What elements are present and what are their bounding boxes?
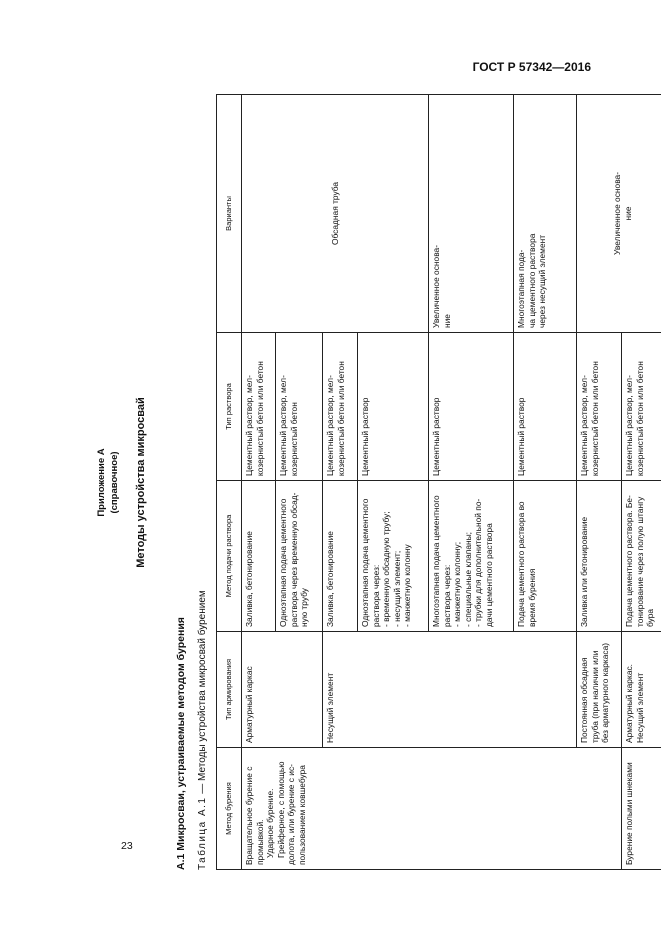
reinforcement-cell <box>622 632 661 748</box>
text-line: через несущий элемент <box>537 234 547 328</box>
mortar-type-cell <box>276 333 323 481</box>
supply-method-cell: Заливка, бетонирование <box>323 481 358 632</box>
text-line: Одноэтапная подача цементного <box>278 498 288 627</box>
table-caption-dash: — <box>197 780 208 797</box>
mortar-type-cell: Цементный раствор <box>514 333 577 481</box>
header-cell: Тип раствора <box>217 333 242 481</box>
text-line: козернистый бетон или бетон <box>335 361 346 476</box>
header-cell: Тип армирования <box>217 632 242 748</box>
text-line: дачи цементного раствора <box>483 523 494 627</box>
table-header-row <box>217 95 242 870</box>
text-line: - временную обсадную трубу; <box>381 511 391 627</box>
text-line: - манжетную колонну <box>402 544 412 627</box>
text-line: - несущий элемент; <box>391 550 402 627</box>
text-line: тонирование через полую штангу <box>634 496 645 627</box>
mortar-type-cell: Цементный раствор <box>429 333 514 481</box>
text-line: Вращательное бурение с <box>244 766 254 865</box>
reinforcement-cell: Арматурный каркас <box>242 632 323 748</box>
appendix-heading <box>95 95 121 870</box>
text-line: бура <box>645 608 655 627</box>
text-line: Грейферное, с помощью <box>275 761 286 858</box>
mortar-type-cell: Цементный раствор <box>358 333 429 481</box>
text-line: Многоэтапная подача цементного <box>431 495 441 627</box>
text-line: Ударное бурение. <box>265 788 275 858</box>
supply-method-cell <box>514 481 577 632</box>
text-line: - трубки для дополнительной по- <box>473 498 483 627</box>
variant-cell <box>429 95 514 333</box>
text-line: - манжетную колонну; <box>452 541 462 627</box>
rotated-page-content <box>95 95 655 870</box>
drilling-method-cell: Бурение полыми шнеками <box>622 748 661 870</box>
text-line: ча цементного раствора <box>526 233 537 328</box>
reinforcement-cell <box>577 632 622 748</box>
text-line: промывкой. <box>254 819 265 865</box>
text-line: долота, или бурение с ис- <box>286 764 296 865</box>
text-line: ние <box>441 314 452 328</box>
text-line: раствора через: <box>441 564 452 627</box>
text-line: Многоэтапная пода- <box>516 249 526 328</box>
reinforcement-cell: Несущий элемент <box>323 632 577 748</box>
mortar-type-cell <box>242 333 276 481</box>
drilling-method-cell <box>242 748 622 870</box>
text-line: Цементный раствор, мел- <box>244 375 254 476</box>
supply-method-cell <box>429 481 514 632</box>
document-id: ГОСТ Р 57342—2016 <box>472 60 591 74</box>
text-line: Постоянная обсадная <box>579 657 589 743</box>
supply-method-cell <box>276 481 323 632</box>
header-cell: Варианты <box>217 95 242 333</box>
mortar-type-cell <box>577 333 622 481</box>
text-line: Арматурный каркас. <box>624 664 634 743</box>
text-line: Цементный раствор, мел- <box>325 375 335 476</box>
table-caption-text: Методы устройства микросвай бурением <box>197 590 208 781</box>
header-cell: Метод подачи раствора <box>217 481 242 632</box>
text-line: козернистый бетон или бетон <box>254 361 265 476</box>
variant-cell <box>577 95 661 333</box>
supply-method-cell: Заливка, бетонирование <box>242 481 276 632</box>
text-line: Одноэтапная подача цементного <box>360 498 370 627</box>
text-line: - специальные клапаны; <box>462 532 473 627</box>
section-title: А.1 Микросваи, устраиваемые методом бурения <box>175 617 187 870</box>
text-line: Увеличенное основа- <box>431 245 441 328</box>
text-line: козернистый бетон или бетон <box>634 361 645 476</box>
text-line: труба (при наличии или <box>589 650 600 743</box>
text-line: Цементный раствор, мел- <box>624 375 634 476</box>
supply-method-cell: Заливка или бетонирование <box>577 481 622 632</box>
variant-cell <box>514 95 577 333</box>
appendix-note: (справочное) <box>109 451 120 514</box>
text-line: раствора через: <box>370 564 381 627</box>
text-line: Подача цементного раствора. Бе- <box>624 495 634 627</box>
text-line: раствора через временную обсад- <box>288 492 299 627</box>
main-title: Методы устройства микросвай <box>135 397 147 568</box>
supply-method-cell <box>358 481 429 632</box>
methods-table <box>216 94 661 870</box>
supply-method-cell <box>622 481 661 632</box>
table-caption <box>197 590 208 870</box>
text-line: без арматурного каркаса) <box>600 642 610 743</box>
page-number: 23 <box>121 840 133 852</box>
text-line: ную трубу <box>299 588 309 627</box>
text-line: Увеличенное основа- <box>612 172 622 255</box>
header-cell: Метод бурения <box>217 748 242 870</box>
mortar-type-cell <box>323 333 358 481</box>
text-line: Несущий элемент <box>634 672 645 743</box>
text-line: ние <box>622 206 633 221</box>
table-caption-label: Таблица А.1 <box>197 796 208 870</box>
text-line: козернистый бетон <box>288 402 299 476</box>
variant-cell: Обсадная труба <box>242 95 429 333</box>
text-line: Подача цементного раствора во <box>516 501 526 627</box>
appendix-title: Приложение А <box>96 448 107 517</box>
text-line: время бурения <box>526 568 537 627</box>
text-line: козернистый бетон или бетон <box>589 361 600 476</box>
table-row <box>242 95 276 870</box>
mortar-type-cell <box>622 333 661 481</box>
text-line: пользованием ковшебура <box>296 765 307 865</box>
text-line: Цементный раствор, мел- <box>278 375 288 476</box>
text-line: Цементный раствор, мел- <box>579 375 589 476</box>
